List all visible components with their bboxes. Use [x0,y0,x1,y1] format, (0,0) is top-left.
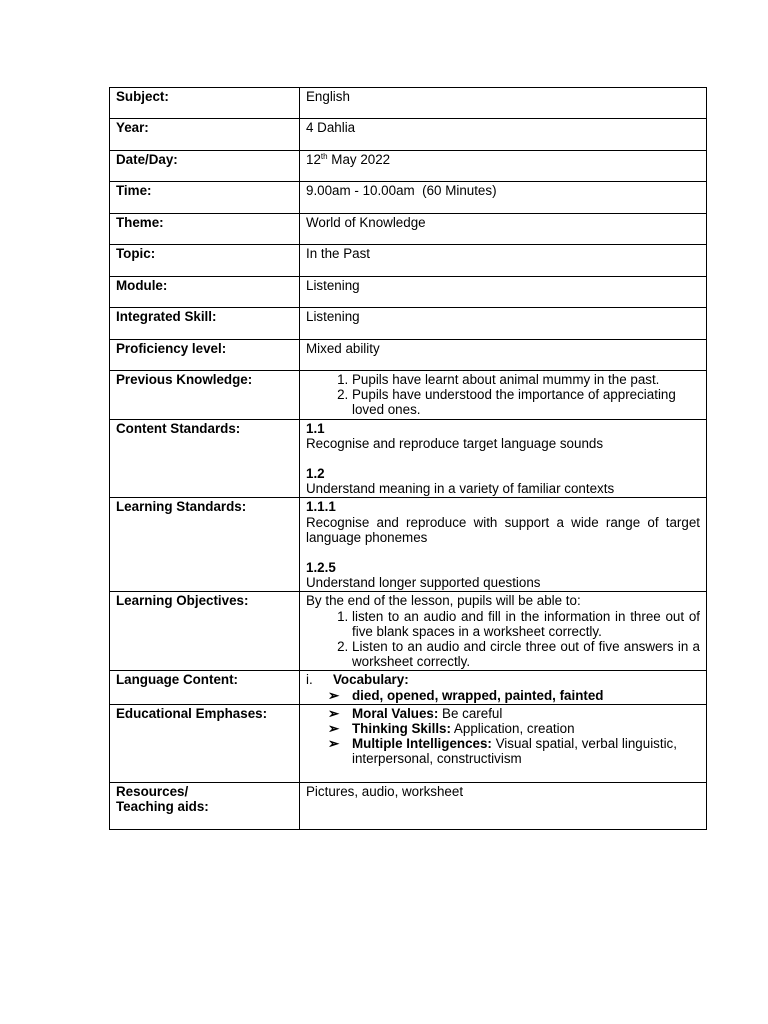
list-item [328,706,700,721]
list-item [328,736,700,766]
value-subject: English [300,88,707,119]
emphasis-value: Be careful [438,705,503,721]
emphasis-key: Multiple Intelligences: [352,736,492,752]
arrow-bullet-icon: ➢ [328,736,340,752]
label-module: Module: [110,277,300,308]
objectives-intro: By the end of the lesson, pupils will be able to: [306,593,581,609]
learning-standard-code: 1.2.5 [306,560,336,576]
roman-numeral: i. [306,672,313,688]
label-learning-objectives: Learning Objectives: [110,592,300,671]
value-educational-emphases [300,704,707,782]
content-standard-text: Understand meaning in a variety of familiar contexts [306,481,615,497]
value-proficiency: Mixed ability [300,340,707,371]
value-content-standards [300,419,707,498]
label-learning-standards: Learning Standards: [110,498,300,592]
row-module [110,277,707,308]
learning-standard-code: 1.1.1 [306,499,336,515]
value-learning-standards [300,498,707,592]
list-item: 2. Listen to an audio and circle three out of five answers in a worksheet correctly. [352,639,700,669]
lesson-plan-table [109,87,707,830]
row-educational-emphases [110,704,707,782]
label-year: Year: [110,119,300,151]
value-previous-knowledge [300,371,707,420]
vocabulary-list [306,688,700,703]
row-date [110,151,707,182]
row-year [110,119,707,151]
objectives-list [306,609,700,670]
date-day: 12 [306,152,321,167]
content-standard-code: 1.1 [306,420,325,436]
value-time: 9.00am - 10.00am (60 Minutes) [300,182,707,214]
row-topic [110,245,707,277]
list-item: 1. Pupils have learnt about animal mummy in the past. [352,372,700,387]
value-module: Listening [300,277,707,308]
row-time [110,182,707,214]
emphasis-value: Application, creation [450,721,575,737]
label-educational-emphases: Educational Emphases: [110,704,300,782]
learning-standard-text: Understand longer supported questions [306,575,541,591]
label-proficiency: Proficiency level: [110,340,300,371]
previous-knowledge-list [306,372,700,418]
label-integrated-skill: Integrated Skill: [110,308,300,340]
row-subject [110,88,707,119]
content-standard-text: Recognise and reproduce target language sounds [306,435,604,451]
label-date: Date/Day: [110,151,300,182]
value-resources: Pictures, audio, worksheet [300,782,707,829]
vocabulary-words: died, opened, wrapped, painted, fainted [352,687,604,703]
value-integrated-skill: Listening [300,308,707,340]
label-content-standards: Content Standards: [110,419,300,498]
vocabulary-heading: Vocabulary: [333,672,409,688]
label-time: Time: [110,182,300,214]
row-resources [110,782,707,829]
list-item: 2. Pupils have understood the importance of appreciating loved ones. [352,387,700,417]
learning-standard-text: Recognise and reproduce with support a wide range of target language phonemes [306,514,700,545]
row-language-content [110,671,707,704]
value-theme: World of Knowledge [300,214,707,245]
value-year: 4 Dahlia [300,119,707,151]
list-item [328,688,700,703]
label-language-content: Language Content: [110,671,300,704]
row-learning-standards [110,498,707,592]
emphases-list [306,706,700,767]
label-theme: Theme: [110,214,300,245]
label-subject: Subject: [110,88,300,119]
label-topic: Topic: [110,245,300,277]
label-resources [110,782,300,829]
emphasis-key: Moral Values: [352,705,439,721]
row-content-standards [110,419,707,498]
emphasis-key: Thinking Skills: [352,721,451,737]
value-topic: In the Past [300,245,707,277]
date-suffix: th [320,152,328,161]
value-learning-objectives [300,592,707,671]
value-language-content [300,671,707,704]
date-rest: May 2022 [327,152,391,167]
resources-label-line: Teaching aids: [116,799,209,815]
arrow-bullet-icon: ➢ [328,705,340,721]
list-item [328,721,700,736]
row-integrated-skill [110,308,707,340]
resources-label-line: Resources/ [116,783,189,799]
row-learning-objectives [110,592,707,671]
content-standard-code: 1.2 [306,466,325,482]
arrow-bullet-icon: ➢ [328,721,340,737]
row-proficiency [110,340,707,371]
arrow-bullet-icon: ➢ [328,687,340,703]
emphasis-value: Visual spatial, verbal linguistic, interpersonal, constructivism [352,736,677,767]
label-previous-knowledge: Previous Knowledge: [110,371,300,420]
row-theme [110,214,707,245]
list-item: 1. listen to an audio and fill in the information in three out of five blank spaces in a worksheet correctly. [352,609,700,639]
value-date [300,151,707,182]
row-previous-knowledge [110,371,707,420]
